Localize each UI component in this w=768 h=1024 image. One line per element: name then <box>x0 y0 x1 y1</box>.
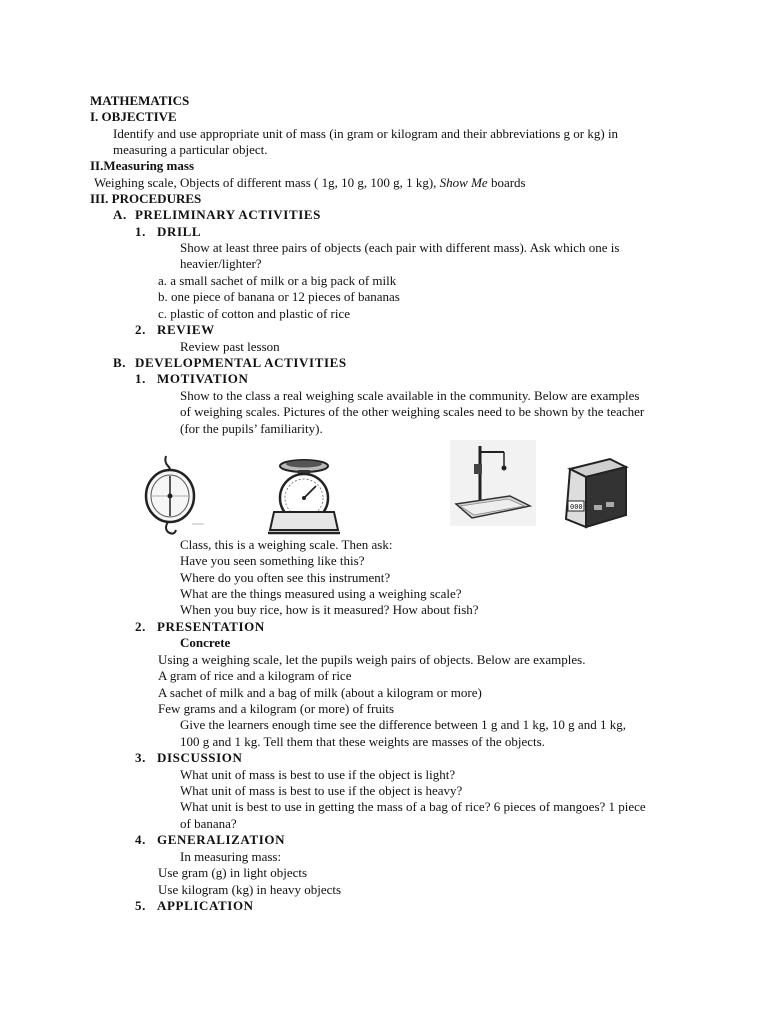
presentation-text-line-1: Give the learners enough time see the difference between 1 g and 1 kg, 10 g and 1 kg, <box>180 717 626 732</box>
platform-balance-scale-illustration <box>450 440 536 526</box>
document-title: MATHEMATICS <box>90 93 190 108</box>
presentation-subheading: Concrete <box>180 635 231 650</box>
discussion-question: What unit is best to use in getting the mass of a bag of rice? 6 pieces of mangoes? 1 piece <box>180 799 646 814</box>
motivation-text-line-2: of weighing scales. Pictures of the other weighing scales need to be shown by the teacher <box>180 404 645 419</box>
presentation-bullet: A sachet of milk and a bag of milk (about a kilogram or more) <box>158 685 482 700</box>
discussion-question: of banana? <box>180 816 237 831</box>
generalization-bullet: Use kilogram (kg) in heavy objects <box>158 882 342 897</box>
review-text: Review past lesson <box>180 339 280 354</box>
drill-text-line-1: Show at least three pairs of objects (each pair with different mass). Ask which one is <box>180 240 620 255</box>
discussion-question: What unit of mass is best to use if the object is heavy? <box>180 783 463 798</box>
motivation-question: What are the things measured using a weighing scale? <box>180 586 462 601</box>
procedures-heading: III. PROCEDURES <box>90 191 202 206</box>
motivation-question: Where do you often see this instrument? <box>180 570 391 585</box>
drill-item: b. one piece of banana or 12 pieces of bananas <box>158 289 400 304</box>
motivation-text-line-3: (for the pupils’ familiarity). <box>180 421 323 436</box>
presentation-text-line-2: 100 g and 1 kg. Tell them that these weights are masses of the objects. <box>180 734 545 749</box>
discussion-heading: 3. DISCUSSION <box>135 750 243 765</box>
motivation-text-line-1: Show to the class a real weighing scale available in the community. Below are examples <box>180 388 640 403</box>
digital-scale-readout: 000 <box>570 503 583 511</box>
objective-text-line-2: measuring a particular object. <box>113 142 268 157</box>
drill-text-line-2: heavier/lighter? <box>180 256 262 271</box>
generalization-bullet: Use gram (g) in light objects <box>158 865 308 880</box>
drill-item: c. plastic of cotton and plastic of rice <box>158 306 351 321</box>
review-heading: 2. REVIEW <box>135 322 215 337</box>
objective-heading: I. OBJECTIVE <box>90 109 177 124</box>
generalization-intro: In measuring mass: <box>180 849 282 864</box>
developmental-activities-heading: B. DEVELOPMENTAL ACTIVITIES <box>113 355 347 370</box>
drill-heading: 1. DRILL <box>135 224 202 239</box>
discussion-question: What unit of mass is best to use if the object is light? <box>180 767 456 782</box>
drill-item: a. a small sachet of milk or a big pack of milk <box>158 273 397 288</box>
motivation-question: When you buy rice, how is it measured? How about fish? <box>180 602 479 617</box>
generalization-heading: 4. GENERALIZATION <box>135 832 286 847</box>
presentation-bullet: Few grams and a kilogram (or more) of fruits <box>158 701 395 716</box>
hanging-spring-scale-illustration <box>134 452 212 538</box>
motivation-question: Class, this is a weighing scale. Then ask: <box>180 537 393 552</box>
objective-text-line-1: Identify and use appropriate unit of mass (in gram or kilogram and their abbreviations g or kg) in <box>113 126 619 141</box>
kitchen-dial-scale-illustration <box>264 456 342 536</box>
materials-text: Weighing scale, Objects of different mass ( 1g, 10 g, 100 g, 1 kg), Show Me boards <box>94 175 526 190</box>
presentation-intro: Using a weighing scale, let the pupils weigh pairs of objects. Below are examples. <box>158 652 586 667</box>
materials-heading: II.Measuring mass <box>90 158 195 173</box>
presentation-bullet: A gram of rice and a kilogram of rice <box>158 668 352 683</box>
presentation-heading: 2. PRESENTATION <box>135 619 265 634</box>
preliminary-activities-heading: A. PRELIMINARY ACTIVITIES <box>113 207 321 222</box>
application-heading: 5. APPLICATION <box>135 898 254 913</box>
digital-scale-illustration <box>560 455 632 535</box>
motivation-heading: 1. MOTIVATION <box>135 371 249 386</box>
motivation-question: Have you seen something like this? <box>180 553 365 568</box>
